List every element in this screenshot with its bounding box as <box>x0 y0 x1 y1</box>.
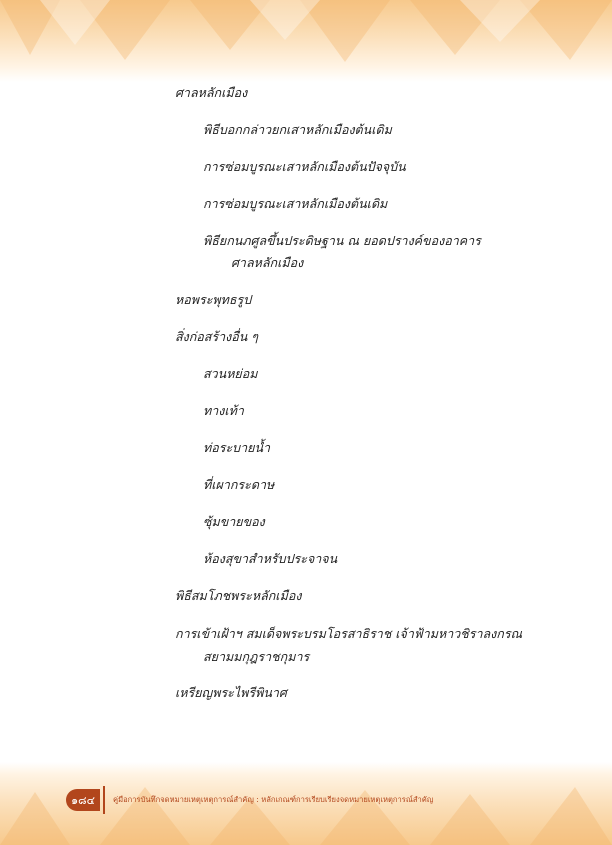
list-item: การเข้าเฝ้าฯ สมเด็จพระบรมโอรสาธิราช เจ้าฟ้ามหาวชิราลงกรณ <box>175 626 523 641</box>
list-item: เหรียญพระไพรีพินาศ <box>175 685 287 700</box>
list-item-continuation: ศาลหลักเมือง <box>231 255 304 270</box>
list-item: ศาลหลักเมือง <box>175 85 248 100</box>
list-item: พิธีสมโภชพระหลักเมือง <box>175 588 302 603</box>
list-item: ทางเท้า <box>203 403 244 418</box>
list-item: ที่เผากระดาษ <box>203 477 275 492</box>
footer-title: คู่มือการบันทึกจดหมายเหตุเหตุการณ์สำคัญ : หลักเกณฑ์การเรียบเรียงจดหมายเหตุเหตุการณ์สำคัญ <box>113 795 434 804</box>
top-decorative-band <box>0 0 612 82</box>
list-item: ซุ้มขายของ <box>203 514 265 529</box>
list-item: หอพระพุทธรูป <box>175 292 252 307</box>
footer-divider <box>103 786 105 814</box>
list-item: พิธีบอกกล่าวยกเสาหลักเมืองต้นเดิม <box>203 122 392 137</box>
list-item: สิ่งก่อสร้างอื่น ๆ <box>175 329 259 344</box>
list-item: สวนหย่อม <box>203 366 258 381</box>
list-item: ห้องสุขาสำหรับประจาจน <box>203 551 338 566</box>
list-item: การซ่อมบูรณะเสาหลักเมืองต้นปัจจุบัน <box>203 159 406 174</box>
top-band-pattern <box>0 0 612 82</box>
list-item: ท่อระบายน้ำ <box>203 440 271 455</box>
list-item: พิธียกนภศูลขึ้นประดิษฐาน ณ ยอดปรางค์ของอาคาร <box>203 233 481 248</box>
list-item: การซ่อมบูรณะเสาหลักเมืองต้นเดิม <box>203 196 388 211</box>
page-number: ๑๘๔ <box>66 789 100 811</box>
list-item-continuation: สยามมกุฎราชกุมาร <box>203 649 310 664</box>
